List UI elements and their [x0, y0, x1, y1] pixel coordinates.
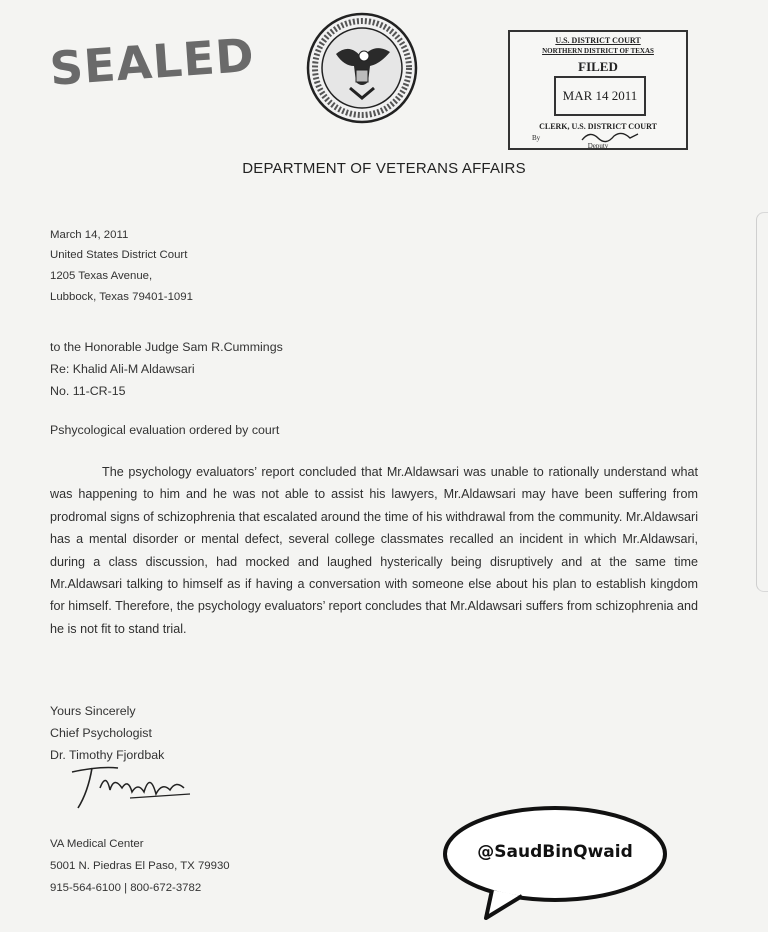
signer-title: Chief Psychologist — [50, 726, 152, 740]
va-eagle-seal-icon — [306, 12, 418, 124]
department-heading: DEPARTMENT OF VETERANS AFFAIRS — [242, 160, 526, 177]
stamp-filed-label: FILED — [578, 59, 618, 74]
signer-name: Dr. Timothy Fjordbak — [50, 748, 165, 762]
recipient: United States District Court — [50, 249, 188, 261]
footer-address: 5001 N. Piedras El Paso, TX 79930 — [50, 860, 230, 872]
stamp-deputy-label: Deputy — [587, 142, 609, 150]
street-address: 1205 Texas Avenue, — [50, 270, 153, 282]
sealed-stamp: SEALED — [48, 27, 257, 96]
handwritten-signature — [70, 758, 200, 818]
stamp-date: MAR 14 2011 — [554, 76, 646, 116]
body-paragraph: The psychology evaluators’ report concluded that Mr.Aldawsari was unable to rationally understand what was happening to him and he was not able to assist his lawyers, Mr.Aldawsari may have been suffering from prodromal signs of schizophrenia that escalated around the time of his withdrawal from the community. Mr.Aldawsari has a mental disorder or mental defect, several college classmates recalled an incident in which Mr.Aldawsari, during a class discussion, had mocked and laughed hysterically being disruptively and at the same time Mr.Aldawsari talking to himself as if having a conversation with someone else about his plan to establish kingdom for himself. Therefore, the psychology evaluators’ report concludes that Mr.Aldawsari suffers from schizophrenia and he is not fit to stand trial. — [50, 465, 698, 636]
stamp-by-label: By — [532, 134, 541, 142]
watermark-handle: @SaudBinQwaid — [477, 842, 633, 862]
re-line: Re: Khalid Ali-M Aldawsari — [50, 362, 195, 376]
footer-center: VA Medical Center — [50, 838, 144, 850]
footer-phones: 915-564-6100 | 800-672-3782 — [50, 882, 202, 894]
city-address: Lubbock, Texas 79401-1091 — [50, 291, 193, 303]
letter-date: March 14, 2011 — [50, 229, 129, 241]
filed-stamp — [508, 30, 688, 150]
page-edge-divider — [756, 212, 768, 592]
stamp-district: NORTHERN DISTRICT OF TEXAS — [542, 47, 654, 55]
closing: Yours Sincerely — [50, 704, 136, 718]
case-number: No. 11-CR-15 — [50, 384, 126, 398]
salutation: to the Honorable Judge Sam R.Cummings — [50, 340, 283, 354]
stamp-clerk: CLERK, U.S. DISTRICT COURT — [539, 122, 657, 131]
subject-line: Pshycological evaluation ordered by court — [50, 423, 280, 437]
stamp-court: U.S. DISTRICT COURT — [555, 36, 641, 45]
